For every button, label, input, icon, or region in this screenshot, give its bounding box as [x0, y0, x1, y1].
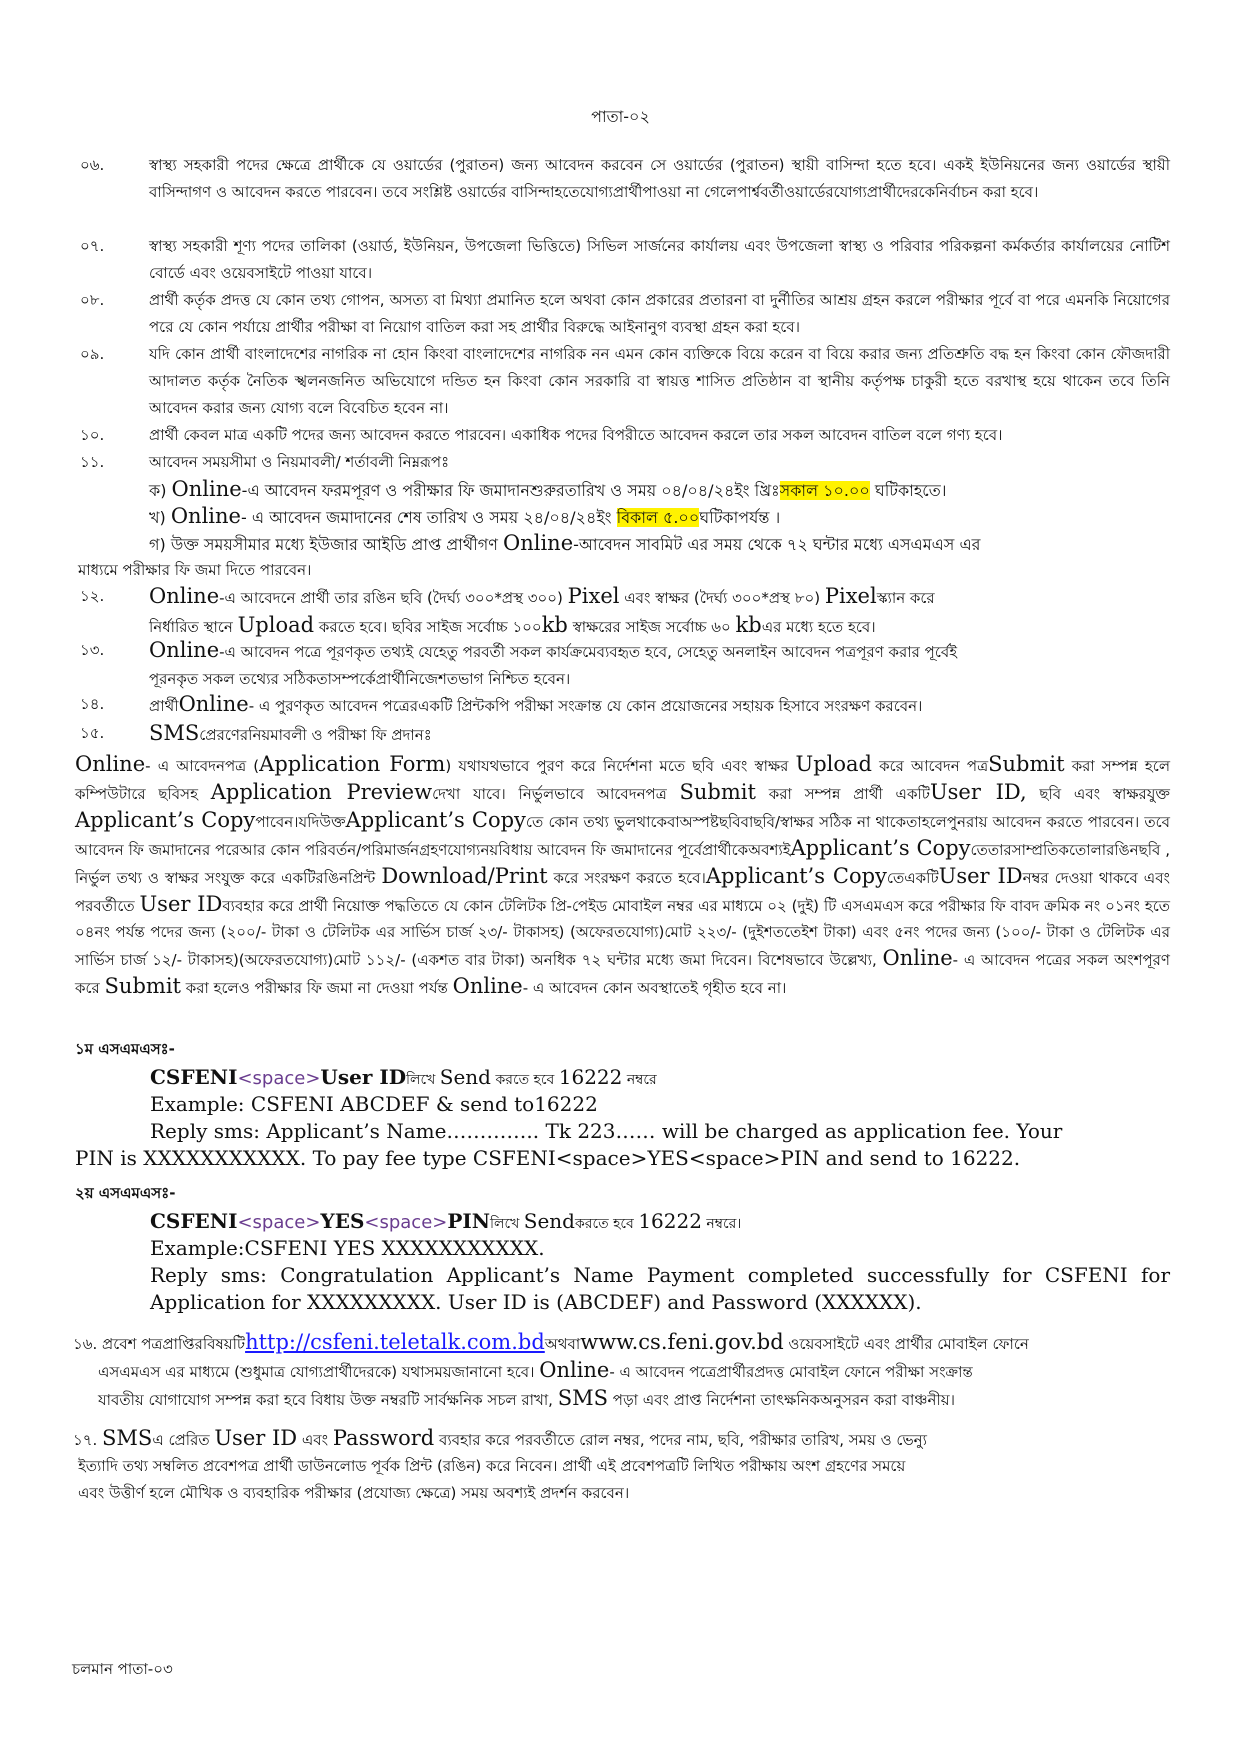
item-number: ১৭.	[73, 1431, 103, 1449]
latin-term: Applicant’s Copy	[790, 836, 971, 860]
item-08	[80, 287, 1170, 341]
text-run: ) যথাযথভাবে পুরণ করে নির্দেশনা মতে ছবি এবং স্বাক্ষর	[445, 757, 796, 775]
keyword-csfeni: CSFENI	[150, 1065, 238, 1089]
item-text	[149, 583, 1170, 641]
sms-term: SMS	[149, 721, 200, 745]
page-number-header: পাতা-০২	[591, 107, 650, 126]
sms2-format	[150, 1208, 741, 1238]
sms1-format	[150, 1064, 657, 1094]
text-run: - এ আবেদন পত্রের সকল অংশপূরণ করে	[75, 951, 1170, 997]
sub-text-end: ঘটিকাপর্যন্ত ।	[699, 508, 781, 527]
item-text: প্রার্থী কর্তৃক প্রদত্ত যে কোন তথ্য গোপন, অসত্য বা মিথ্যা প্রমানিত হলে অথবা কোন প্রকারের প্রতারনা বা দুর্নীতির আশ্রয় গ্রহন করলে পরীক্ষার পূর্বে বা পরে এমনকি নিয়োগের পরে যে কোন পর্যায়ে প্রার্থীর পরীক্ষা বা নিয়োগ বাতিল করা সহ প্রার্থীর বিরুদ্ধে আইনানুগ ব্যবস্থা গ্রহন করা হবে।	[149, 291, 1170, 336]
online-term: Online	[171, 477, 242, 501]
item-number: ০৯.	[80, 345, 105, 363]
online-term: Online	[539, 1358, 610, 1382]
sms2-reply: Reply sms: Congratulation Applicant’s Name Payment completed successfully for CSFENI for Application for XXXXXXXXX. User ID is (ABCDEF) and Password (XXXXXX).	[150, 1263, 1170, 1314]
latin-term: User ID	[139, 892, 223, 916]
text-run: ব্যবহার করে প্রার্থী নিয়োক্ত পদ্ধতিতে যে কোন টেলিটক প্রি-পেইড মোবাইল নম্বর এর মাধ্যমে ০২ (দুই) টি এসএমএস করে পরীক্ষার ফি বাবদ ক্রমিক নং ০১নং হতে ০৪নং পর্যন্ত পদের জন্য (২০০/- টাকা ও টেলিটক এর সার্ভিস চার্জ ২৩/- টাকাসহ) (অফেরতযোগ্য)মোট ২২৩/- (দুইশততেইশ টাকা) এবং ৫নং পদের জন্য (১০০/- টাকা ও টেলিটক এর সার্ভিস চার্জ ১২/- টাকাসহ)(অফেরতযোগ্য)মোট ১১২/- (একশত বার টাকা) অনধিক ৭২ ঘন্টার মধ্যে জমা দিবেন। বিশেষভাবে উল্লেখ্য,	[75, 897, 1170, 969]
sub-text-end: -আবেদন সাবমিট এর সময় থেকে ৭২ ঘন্টার মধ্যে এসএমএস এর	[573, 535, 981, 554]
text-run: এ প্রেরিত	[152, 1431, 215, 1449]
text-run: প্রবেশ পত্রপ্রাপ্তিরবিষয়টি	[102, 1335, 246, 1353]
text-run: লিখে	[406, 1072, 440, 1088]
text-run: পূরনকৃত সকল তথ্যের সঠিকতাসম্পর্কেপ্রার্থীনিজেশতভাগ নিশ্চিত হবেন।	[149, 670, 571, 688]
text-run: প্রার্থী	[149, 697, 179, 715]
text-run: তেতারসাম্প্রতিকতোলারঙিনছবি , নির্ভুল তথ্য ও স্বাক্ষর সংযুক্ত করে একটিরঙিনপ্রিন্ট	[75, 841, 1171, 887]
item-number: ১১.	[80, 453, 105, 471]
sms2-heading: ২য় এসএমএসঃ-	[75, 1184, 176, 1202]
item-17	[73, 1424, 1145, 1454]
item-11-a	[149, 476, 946, 504]
item-11	[80, 449, 1170, 476]
online-term: Online	[149, 638, 220, 662]
sub-text-end: ঘটিকাহতে।	[869, 481, 947, 500]
latin-term: Applicant’s Copy	[705, 864, 887, 888]
item-12	[80, 583, 1170, 637]
text-run: করা হলেও পরীক্ষার ফি জমা না দেওয়া পর্যন্ত	[180, 979, 453, 997]
item-17-line-2: ইত্যাদি তথ্য সম্বলিত প্রবেশপত্র প্রার্থী ডাউনলোড পূর্বক প্রিন্ট (রঙিন) করে নিবেন। প্রার্থী এই প্রবেশপত্রটি লিখিত পরীক্ষায় অংশ গ্রহণের সময়ে	[78, 1457, 906, 1475]
text-run: তেএকটি	[886, 869, 939, 887]
keyword-yes: YES	[320, 1209, 365, 1233]
text-run: এসএমএস এর মাধ্যমে (শুধুমাত্র যোগ্যপ্রার্থীদেরকে) যথাসময়জানানো হবে।	[98, 1363, 540, 1381]
item-16-line-2	[98, 1356, 1170, 1386]
kb-term: kb	[541, 613, 568, 637]
sub-text: - এ আবেদন জমাদানের শেষ তারিখ ও সময় ২৪/০৪/২৪ইং	[240, 508, 617, 527]
send-term: Send	[523, 1209, 575, 1233]
sms-number: 16222	[558, 1065, 623, 1089]
text-run: লিখে	[490, 1216, 524, 1232]
item-number: ১৫.	[80, 724, 105, 742]
latin-term: Submit	[679, 780, 756, 804]
text-run: - এ আবেদন কোন অবস্থাতেই গৃহীত হবে না।	[522, 979, 787, 997]
password-term: Password	[332, 1426, 435, 1450]
text-run: করা সম্পন্ন হলে কম্পিউটারে ছবিসহ	[75, 757, 1171, 803]
item-text: যদি কোন প্রার্থী বাংলাদেশের নাগরিক না হোন কিংবা বাংলাদেশের নাগরিক নন এমন কোন ব্যক্তিকে বিয়ে করেন বা বিয়ে করার জন্য প্রতিশ্রুতি বদ্ধ হন কিংবা কোন ফৌজদারী আদালত কর্তৃক নৈতিক স্খলনজনিত অভিযোগে দন্ডিত হন কিংবা কোন সরকারি বা স্বায়ত্ত শাসিত প্রতিষ্ঠান বা স্থানীয় কর্তৃপক্ষ চাকুরী হতে বরখাস্থ হয়ে থাকেন তবে তিনি আবেদন করার জন্য যোগ্য বলে বিবেচিত হবেন না।	[149, 345, 1170, 417]
sub-text: -এ আবেদন ফরমপূরণ ও পরীক্ষার ফি জমাদানশুরুরতারিখ ও সময় ০৪/০৪/২৪ইং খ্রিঃ	[241, 481, 780, 500]
keyword-pin: PIN	[447, 1209, 491, 1233]
user-id-term: User ID	[214, 1426, 298, 1450]
item-06	[80, 152, 1170, 233]
latin-term: Application Form	[259, 752, 446, 776]
item-16-line-3	[98, 1384, 1170, 1414]
latin-term: User ID,	[929, 780, 1027, 804]
item-text: প্রার্থী কেবল মাত্র একটি পদের জন্য আবেদন করতে পারবেন। একাধিক পদের বিপরীতে আবেদন করলে তার সকল আবেদন বাতিল বলে গণ্য হবে।	[149, 426, 1003, 444]
latin-term: Submit	[104, 974, 181, 998]
text-run: প্রেরণেরনিয়মাবলী ও পরীক্ষা ফি প্রদানঃ	[199, 726, 432, 744]
online-term: Online	[149, 584, 220, 608]
space-token: <space>	[364, 1212, 448, 1233]
text-run: যাবতীয় যোগাযোগ সম্পন্ন করা হবে বিধায় উক্ত নম্বরটি সার্বক্ষনিক সচল রাখা,	[98, 1391, 558, 1409]
text-run: এবং	[297, 1431, 333, 1449]
text-run: করতে হবে	[491, 1072, 559, 1088]
highlighted-time: বিকাল ৫.০০	[616, 508, 700, 527]
item-text: আবেদন সময়সীমা ও নিয়মাবলী/ শর্তাবলী নিম্নরূপঃ	[149, 453, 450, 471]
latin-term: Upload	[795, 752, 872, 776]
item-number: ১৪.	[80, 695, 105, 713]
item-07	[80, 233, 1170, 287]
highlighted-time: সকাল ১০.০০	[779, 481, 870, 500]
text-run: স্ক্যান করে	[876, 589, 935, 607]
text-run: এর মধ্যে হতে হবে।	[761, 618, 876, 636]
text-run: করতে হবে। ছবির সাইজ সর্বোচ্চ ১০০	[314, 618, 542, 636]
item-text	[149, 637, 1170, 693]
item-17-line-3: এবং উত্তীর্ণ হলে মৌখিক ও ব্যবহারিক পরীক্ষার (প্রযোজ্য ক্ষেত্রে) সময় অবশ্যই প্রদর্শন করবেন।	[78, 1484, 630, 1502]
sms1-example: Example: CSFENI ABCDEF & send to16222	[150, 1092, 598, 1116]
text-run: এবং স্বাক্ষর (দৈর্ঘ্য ৩০০*প্রস্থ ৮০)	[619, 589, 825, 607]
text-run: ওয়েবসাইটে এবং প্রার্থীর মোবাইল ফোনে	[783, 1335, 1029, 1353]
sms-term: SMS	[102, 1426, 153, 1450]
sms1-reply-line-2: PIN is XXXXXXXXXXX. To pay fee type CSFENI<space>YES<space>PIN and send to 16222.	[75, 1146, 1021, 1170]
sub-prefix: খ)	[149, 508, 171, 527]
item-number: ০৬.	[80, 156, 105, 174]
kb-term: kb	[735, 613, 762, 637]
item-text: স্বাস্থ্য সহকারী পদের ক্ষেত্রে প্রার্থীকে যে ওয়ার্ডের (পুরাতন) জন্য আবেদন করবেন সে ওয়ার্ডের (পুরাতন) স্থায়ী বাসিন্দা হতে হবে। একই ইউনিয়নের জন্য ওয়ার্ডের স্থায়ী বাসিন্দাগণ ও আবেদন করতে পারবেন। তবে সংশ্লিষ্ট ওয়ার্ডের বাসিন্দাহতেযোগ্যপ্রার্থীপাওয়া না গেলেপার্শ্ববর্তীওয়ার্ডেরযোগ্যপ্রার্থীদেরকেনির্বাচন করা হবে।	[149, 156, 1170, 201]
latin-term: Download/Print	[381, 864, 548, 888]
space-token: <space>	[237, 1212, 321, 1233]
online-term: Online	[170, 504, 241, 528]
text-run: - এ পুরণকৃত আবেদন পত্রেরএকটি প্রিন্টকপি পরীক্ষা সংক্রান্ত যে কোন প্রয়োজনের সহায়ক হিসাবে সংরক্ষণ করবেন।	[248, 697, 923, 715]
item-text	[149, 720, 1170, 749]
text-run: অথবা	[544, 1335, 581, 1353]
sms1-reply-line-1: Reply sms: Applicant’s Name………….. Tk 223…… will be charged as application fee. Your	[150, 1119, 1063, 1143]
text-run: নম্বরে	[622, 1072, 657, 1088]
text-run: পাবেন।যদিউক্ত	[255, 813, 346, 831]
item-11-c-continued: মাধ্যমে পরীক্ষার ফি জমা দিতে পারবেন।	[78, 561, 312, 579]
latin-term: Application Preview	[210, 780, 433, 804]
text-run: করতে হবে	[575, 1216, 639, 1232]
item-number: ১৩.	[80, 641, 105, 659]
latin-term: Applicant’s Copy	[345, 808, 526, 832]
item-14	[80, 691, 1170, 718]
teletalk-link[interactable]: http://csfeni.teletalk.com.bd	[245, 1330, 545, 1354]
text-run: নম্বরে।	[701, 1216, 742, 1232]
item-10	[80, 422, 1170, 449]
text-run: নম্বর দেওয়া থাকবে এবং পরবর্তীতে	[75, 869, 1170, 915]
latin-term: Online	[75, 752, 146, 776]
latin-term: Online	[452, 974, 523, 998]
text-run: করে সংরক্ষণ করতে হবে।	[547, 869, 706, 887]
upload-term: Upload	[237, 613, 315, 637]
text-run: স্বাক্ষরের সাইজ সর্বোচ্চ ৬০	[567, 618, 736, 636]
text-run: ব্যবহার করে পরবর্তীতে রোল নম্বর, পদের নাম, ছবি, পরীক্ষার তারিখ, সময় ও ভেন্যু	[434, 1431, 927, 1449]
online-term: Online	[503, 531, 574, 555]
text-run: পড়া এবং প্রাপ্ত নির্দেশনা তাৎক্ষনিকঅনুসরন করা বাঞ্চনীয়।	[608, 1391, 955, 1409]
latin-term: User ID	[938, 864, 1023, 888]
item-number: ০৮.	[80, 291, 105, 309]
text-run: - এ আবেদন পত্রেপ্রার্থীরপ্রদত্ত মোবাইল ফোনে পরীক্ষা সংক্রান্ত	[609, 1363, 973, 1381]
item-13	[80, 637, 1170, 691]
text-run: তে কোন তথ্য ভুলথাকেবাঅস্পষ্টছবিবাছবি/স্বাক্ষর সঠিক না থাকেতাহলেপুনরায় আবেদন করতে পারবেন। তবে আবেদন ফি জমাদানের পরেআর কোন পরিবর্তন/পরিমার্জনগ্রহণযোগ্যনয়বিধায় আবেদন ফি জমাদানের পূর্বেপ্রার্থীকেঅবশ্যই	[75, 813, 1171, 859]
online-term: Online	[178, 692, 249, 716]
sms2-example: Example:CSFENI YES XXXXXXXXXXX.	[150, 1236, 545, 1260]
item-09	[80, 341, 1170, 422]
sub-text: গ) উক্ত সময়সীমার মধ্যে ইউজার আইডি প্রাপ্ত প্রার্থীগণ	[149, 535, 503, 554]
text-run: - এ আবেদনপত্র (	[145, 757, 260, 775]
text-run: করা সম্পন্ন প্রার্থী একটি	[755, 785, 930, 803]
keyword-csfeni: CSFENI	[150, 1209, 238, 1233]
text-run: দেখা যাবে। নির্ভুলভাবে আবেদনপত্র	[432, 785, 680, 803]
item-number: ১২.	[80, 587, 105, 605]
sms-term: SMS	[557, 1386, 608, 1410]
send-term: Send	[439, 1065, 491, 1089]
item-11-b	[149, 503, 780, 531]
pixel-term: Pixel	[567, 584, 620, 608]
text-run: -এ আবেদনে প্রার্থী তার রঙিন ছবি (দৈর্ঘ্য ৩০০*প্রস্থ ৩০০)	[219, 589, 568, 607]
continued-page-footer: চলমান পাতা-০৩	[72, 1660, 173, 1678]
website-text: www.cs.feni.gov.bd	[580, 1330, 784, 1354]
text-run: -এ আবেদন পত্রে পূরণকৃত তথ্যই যেহেতু পরবর্তী সকল কার্যক্রমেব্যবহৃত হবে, সেহেতু অনলাইন আবেদন পত্রপূরণ করার পূর্বেই	[219, 643, 958, 661]
space-token: <space>	[237, 1068, 321, 1089]
text-run: ছবি এবং স্বাক্ষরযুক্ত	[1026, 785, 1170, 803]
sms-instructions-paragraph	[75, 751, 1170, 1001]
item-16	[73, 1328, 1145, 1358]
text-run: করে আবেদন পত্র	[871, 757, 989, 775]
item-11-c	[149, 530, 980, 558]
item-15	[80, 720, 1170, 747]
latin-term: Online	[882, 946, 953, 970]
sub-prefix: ক)	[149, 481, 172, 500]
text-run: নির্ধারিত স্থানে	[149, 618, 238, 636]
item-text	[149, 691, 1170, 720]
item-number: ১৬.	[73, 1335, 103, 1353]
item-number: ১০.	[80, 426, 105, 444]
sms1-heading: ১ম এসএমএসঃ-	[75, 1040, 175, 1058]
keyword-user-id: User ID	[320, 1065, 407, 1089]
sms-number: 16222	[638, 1209, 702, 1233]
item-text: স্বাস্থ্য সহকারী শূণ্য পদের তালিকা (ওয়ার্ড, ইউনিয়ন, উপজেলা ভিত্তিতে) সিভিল সার্জনের কার্যালয় এবং উপজেলা স্বাস্থ্য ও পরিবার পরিকল্পনা কর্মকর্তার কার্যালয়ের নোটিশ বোর্ডে এবং ওয়েবসাইটে পাওয়া যাবে।	[149, 237, 1170, 282]
latin-term: Submit	[988, 752, 1065, 776]
pixel-term: Pixel	[824, 584, 877, 608]
latin-term: Applicant’s Copy	[75, 808, 256, 832]
item-number: ০৭.	[80, 237, 105, 255]
